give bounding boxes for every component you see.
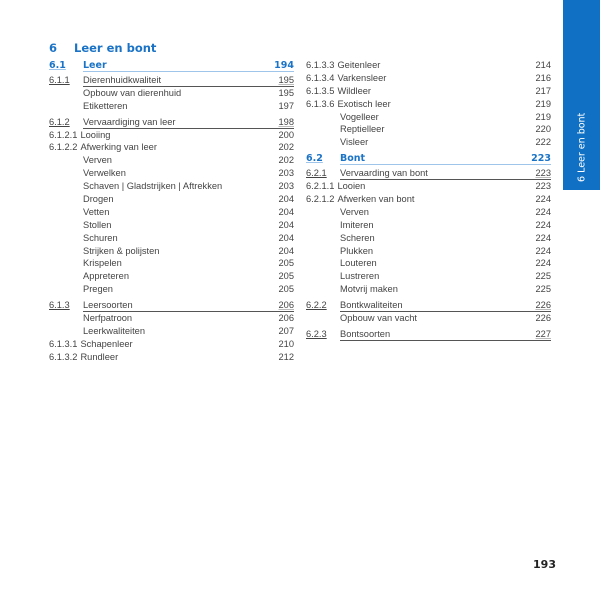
side-tab-label: 6 Leer en bont [576, 112, 587, 182]
toc-entry[interactable] [306, 180, 551, 193]
toc-entry-number: 6.1.2 [49, 116, 70, 127]
toc-entry-page: 206 [278, 313, 294, 324]
toc-entry-page: 195 [278, 87, 294, 98]
toc-entry[interactable] [306, 98, 551, 111]
toc-entry-number: 6.1.3 [49, 300, 70, 311]
toc-entry[interactable] [49, 167, 294, 180]
toc-entry[interactable] [306, 270, 551, 283]
chapter-number: 6 [49, 41, 58, 55]
toc-entry[interactable] [49, 206, 294, 219]
toc-entry-page: 220 [535, 124, 551, 135]
toc-entry-title: Stollen [83, 219, 112, 230]
toc-entry[interactable] [49, 129, 294, 142]
toc-entry-page: 224 [535, 245, 551, 256]
toc-entry-page: 224 [535, 232, 551, 243]
toc-entry-page: 203 [278, 181, 294, 192]
toc-entry[interactable] [49, 59, 294, 74]
toc-entry-page: 216 [535, 72, 551, 83]
toc-entry[interactable] [306, 328, 551, 341]
toc-left-column [49, 59, 294, 364]
toc-entry-page: 202 [278, 155, 294, 166]
toc-entry-number: 6.2.1.2 [306, 194, 335, 205]
toc-entry-title: Schapenleer [80, 338, 133, 349]
toc-entry-page: 205 [278, 258, 294, 269]
toc-entry-page: 223 [535, 168, 551, 179]
toc-entry-title: Looiing [80, 129, 111, 140]
toc-entry-number: 6.1.3.4 [306, 72, 335, 83]
toc-entry-page: 206 [278, 300, 294, 311]
toc-entry[interactable] [306, 232, 551, 245]
toc-entry-title: Louteren [340, 258, 377, 269]
toc-entry[interactable] [49, 245, 294, 258]
toc-entry-title: Leersoorten [83, 300, 133, 311]
toc-entry-page: 224 [535, 194, 551, 205]
toc-entry-number: 6.2 [306, 153, 323, 165]
toc-entry-title: Afwerken van bont [337, 194, 415, 205]
toc-entry[interactable] [49, 283, 294, 296]
toc-entry-title: Lustreren [340, 271, 380, 282]
toc-entry[interactable] [306, 167, 551, 180]
toc-entry-page: 204 [278, 245, 294, 256]
toc-entry-page: 200 [278, 129, 294, 140]
toc-entry-page: 212 [278, 351, 294, 362]
toc-entry-number: 6.2.1 [306, 168, 327, 179]
toc-entry[interactable] [49, 312, 294, 325]
toc-entry-title: Dierenhuidkwaliteit [83, 75, 162, 85]
toc-entry-page: 226 [535, 300, 551, 311]
toc-entry-page: 227 [535, 328, 551, 339]
toc-entry-number: 6.2.3 [306, 328, 327, 339]
toc-entry[interactable] [306, 85, 551, 98]
toc-entry[interactable] [306, 136, 551, 149]
toc-entry-page: 203 [278, 168, 294, 179]
toc-entry-title: Verwelken [83, 168, 126, 179]
toc-entry-title: Opbouw van vacht [340, 313, 418, 324]
toc-entry-page: 219 [535, 111, 551, 122]
toc-entry-title: Vervaarding van bont [340, 168, 428, 179]
toc-entry-title: Bont [340, 153, 366, 165]
toc-entry-title: Imiteren [340, 219, 374, 230]
toc-entry-title: Rundleer [80, 351, 119, 362]
toc-entry-title: Etiketteren [83, 100, 128, 111]
toc-entry-title: Bontsoorten [340, 328, 391, 339]
toc-entry-title: Vogelleer [340, 111, 379, 122]
toc-entry-number: 6.1.3.5 [306, 85, 335, 96]
toc-entry[interactable] [306, 245, 551, 258]
toc-entry[interactable] [306, 111, 551, 124]
toc-entry-title: Opbouw van dierenhuid [83, 87, 182, 98]
toc-entry-number: 6.1.2.2 [49, 142, 78, 153]
toc-entry-title: Strijken & polijsten [83, 245, 160, 256]
toc-entry-number: 6.1.3.1 [49, 338, 78, 349]
toc-right-column [306, 59, 551, 341]
toc-entry-page: 204 [278, 219, 294, 230]
toc-entry-page: 195 [278, 75, 294, 85]
toc-entry-title: Appreteren [83, 271, 129, 282]
toc-entry-title: Plukken [340, 245, 374, 256]
toc-entry-title: Scheren [340, 232, 375, 243]
toc-entry-page: 224 [535, 219, 551, 230]
toc-entry-title: Bontkwaliteiten [340, 300, 403, 311]
toc-entry[interactable] [49, 270, 294, 283]
toc-entry-page: 207 [278, 325, 294, 336]
toc-entry[interactable] [49, 232, 294, 245]
toc-entry[interactable] [306, 283, 551, 296]
toc-entry-page: 194 [274, 60, 294, 71]
toc-entry-title: Exotisch leer [337, 98, 391, 109]
toc-entry-page: 205 [278, 271, 294, 282]
toc-entry-title: Verven [83, 155, 112, 166]
toc-entry[interactable] [306, 59, 551, 72]
toc-entry-page: 204 [278, 232, 294, 243]
toc-entry[interactable] [49, 325, 294, 338]
toc-entry[interactable] [49, 100, 294, 113]
toc-entry-title: Reptielleer [340, 124, 385, 135]
toc-entry[interactable] [49, 338, 294, 351]
toc-entry[interactable] [49, 154, 294, 167]
toc-entry-page: 210 [278, 338, 294, 349]
toc-entry-number: 6.1.3.2 [49, 351, 78, 362]
toc-entry-number: 6.1.1 [49, 75, 70, 85]
toc-entry-page: 219 [535, 98, 551, 109]
toc-entry-title: Varkensleer [337, 72, 387, 83]
toc-entry-title: Pregen [83, 284, 113, 295]
toc-entry[interactable] [49, 257, 294, 270]
toc-entry-title: Drogen [83, 194, 114, 205]
toc-entry-number: 6.1.2.1 [49, 129, 78, 140]
toc-entry-page: 226 [535, 313, 551, 324]
toc-entry-page: 222 [535, 137, 551, 148]
toc-entry[interactable] [49, 141, 294, 154]
toc-entry-title: Afwerking van leer [80, 142, 157, 153]
toc-entry[interactable] [306, 219, 551, 232]
toc-entry-page: 224 [535, 258, 551, 269]
toc-entry[interactable] [306, 72, 551, 85]
toc-entry[interactable] [49, 351, 294, 364]
toc-entry-page: 204 [278, 206, 294, 217]
toc-entry-title: Wildleer [337, 85, 372, 96]
toc-entry-number: 6.1.3.3 [306, 60, 335, 70]
toc-entry-title: Nerfpatroon [83, 313, 133, 324]
toc-entry[interactable] [49, 219, 294, 232]
toc-entry-number: 6.1.3.6 [306, 98, 335, 109]
toc-entry-title: Leer [83, 60, 107, 71]
toc-entry-title: Visleer [340, 137, 369, 148]
toc-entry-title: Motvrij maken [340, 284, 398, 295]
toc-entry-title: Leerkwaliteiten [83, 325, 146, 336]
toc-entry-number: 6.1 [49, 60, 66, 71]
toc-entry-page: 224 [535, 206, 551, 217]
toc-entry-title: Verven [340, 206, 369, 217]
toc-entry[interactable] [49, 299, 294, 312]
toc-entry-page: 225 [535, 284, 551, 295]
toc-entry-page: 223 [535, 181, 551, 192]
toc-entry-page: 197 [278, 100, 294, 111]
toc-entry[interactable] [49, 180, 294, 193]
toc-entry-title: Krispelen [83, 258, 122, 269]
toc-entry-page: 225 [535, 271, 551, 282]
toc-entry-number: 6.2.2 [306, 300, 327, 311]
toc-entry-page: 217 [535, 85, 551, 96]
toc-entry-page: 198 [278, 116, 294, 127]
toc-entry[interactable] [306, 152, 551, 167]
toc-entry-page: 214 [535, 60, 551, 70]
chapter-side-tab[interactable] [563, 0, 600, 190]
chapter-heading [49, 41, 156, 55]
toc-entry-title: Geitenleer [337, 60, 381, 70]
page-number: 193 [533, 558, 556, 571]
toc-entry-title: Schaven | Gladstrijken | Aftrekken [83, 181, 223, 192]
toc-entry-title: Schuren [83, 232, 118, 243]
toc-entry[interactable] [49, 74, 294, 87]
toc-entry[interactable] [306, 257, 551, 270]
toc-entry-page: 205 [278, 284, 294, 295]
toc-entry[interactable] [306, 299, 551, 312]
toc-entry[interactable] [49, 116, 294, 129]
toc-entry[interactable] [306, 193, 551, 206]
toc-entry-title: Looien [337, 181, 366, 192]
toc-entry[interactable] [49, 193, 294, 206]
toc-entry[interactable] [49, 87, 294, 100]
toc-entry-page: 223 [531, 153, 551, 165]
chapter-title: Leer en bont [74, 41, 157, 55]
toc-entry-title: Vervaardiging van leer [83, 116, 176, 127]
toc-entry-number: 6.2.1.1 [306, 181, 335, 192]
toc-entry-page: 202 [278, 142, 294, 153]
toc-entry[interactable] [306, 123, 551, 136]
toc-entry-title: Vetten [83, 206, 110, 217]
toc-entry[interactable] [306, 206, 551, 219]
toc-entry-page: 204 [278, 194, 294, 205]
toc-entry[interactable] [306, 312, 551, 325]
